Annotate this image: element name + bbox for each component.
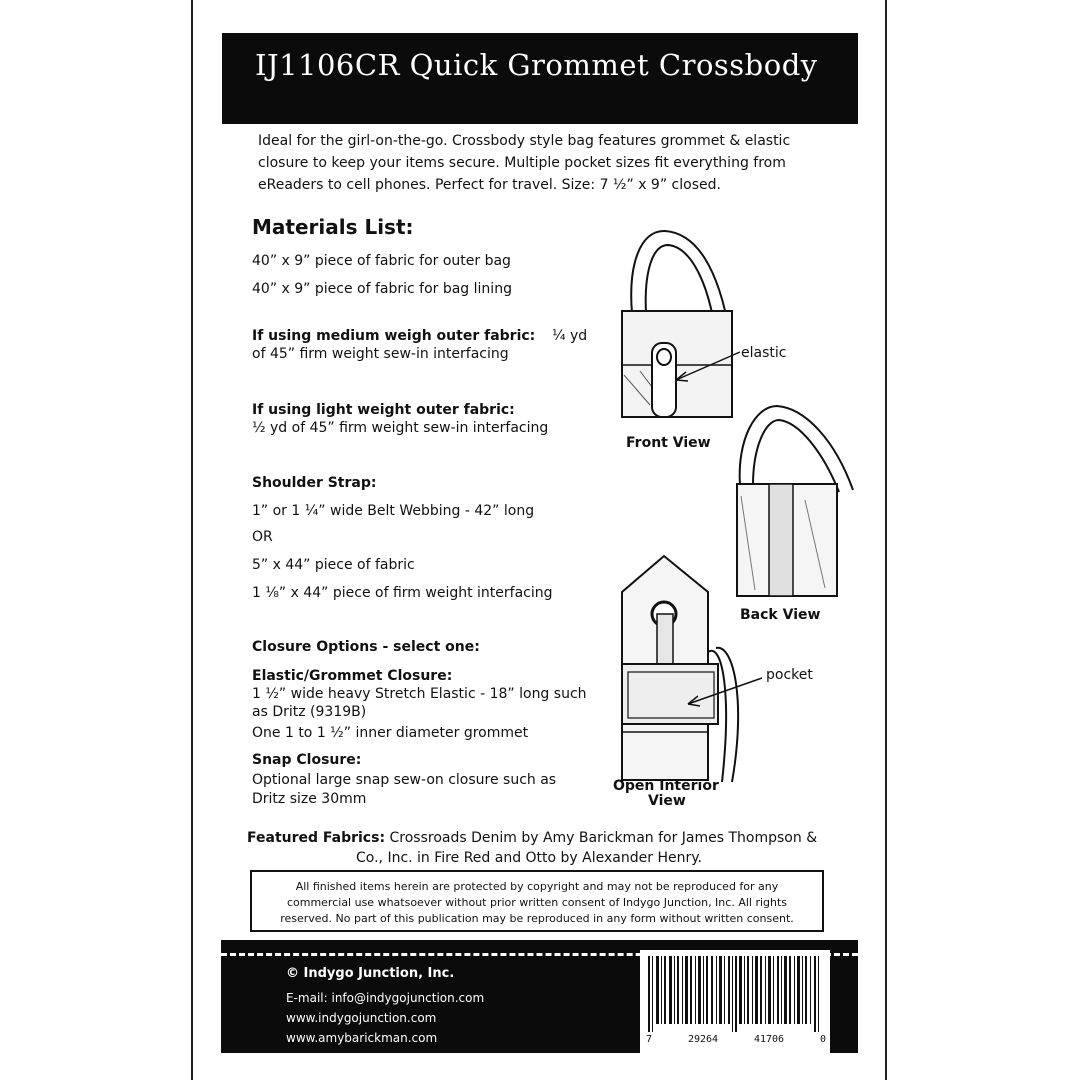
website-link[interactable]: www.indygojunction.com (286, 1011, 437, 1025)
elastic-line: as Dritz (9319B) (252, 704, 367, 720)
strap-fabric: 5” x 44” piece of fabric (252, 557, 415, 573)
medium-fabric-text: of 45” firm weight sew-in interfacing (252, 346, 509, 362)
barcode-digit: 7 (646, 1034, 653, 1045)
light-fabric-text: ½ yd of 45” firm weight sew-in interfacing (252, 420, 549, 436)
medium-fabric-qty: ¼ yd (552, 328, 588, 344)
elastic-line: 1 ½” wide heavy Stretch Elastic - 18” long such (252, 686, 587, 702)
snap-line: Optional large snap sew-on closure such as (252, 772, 557, 788)
barcode-digit: 0 (819, 1034, 826, 1045)
elastic-label: elastic (741, 345, 787, 361)
barcode-digit: 41706 (753, 1034, 785, 1045)
website-link[interactable]: www.amybarickman.com (286, 1031, 438, 1045)
materials-heading: Materials List: (252, 215, 414, 239)
featured-fabrics-label: Featured Fabrics: (247, 830, 386, 846)
featured-fabrics-text: Co., Inc. in Fire Red and Otto by Alexander Henry. (356, 850, 702, 866)
notice-line: All finished items herein are protected by copyright and may not be reproduced for any (295, 880, 779, 893)
elastic-pointer (668, 348, 748, 388)
barcode-bars (646, 956, 824, 1032)
snap-closure-heading: Snap Closure: (252, 752, 362, 768)
featured-fabrics-line (247, 829, 817, 847)
notice-line: commercial use whatsoever without prior written consent of Indygo Junction, Inc. All rights (286, 896, 788, 909)
copyright-notice (250, 870, 824, 932)
medium-fabric-heading: If using medium weigh outer fabric: (252, 328, 536, 344)
contact-email[interactable]: E-mail: info@indygojunction.com (286, 991, 485, 1005)
elastic-closure-heading: Elastic/Grommet Closure: (252, 668, 453, 684)
barcode-digits (646, 1034, 826, 1045)
interior-caption: View (648, 793, 686, 809)
intro-line: eReaders to cell phones. Perfect for travel. Size: 7 ½” x 9” closed. (258, 177, 721, 193)
intro-paragraph (258, 130, 848, 196)
intro-line: Ideal for the girl-on-the-go. Crossbody style bag features grommet & elastic (258, 133, 791, 149)
featured-fabrics-text: Crossroads Denim by Amy Barickman for James Thompson & (389, 830, 818, 846)
light-fabric-heading: If using light weight outer fabric: (252, 402, 515, 418)
pocket-label: pocket (766, 667, 813, 683)
pocket-pointer (678, 672, 768, 712)
open-interior-illustration (612, 552, 762, 784)
closure-heading: Closure Options - select one: (252, 639, 480, 655)
front-view-illustration (610, 225, 740, 425)
intro-line: closure to keep your items secure. Multiple pocket sizes fit everything from (258, 155, 786, 171)
strap-interfacing: 1 ⅛” x 44” piece of firm weight interfacing (252, 585, 553, 601)
material-lining: 40” x 9” piece of fabric for bag lining (252, 281, 512, 297)
elastic-line: One 1 to 1 ½” inner diameter grommet (252, 725, 529, 741)
front-view-caption: Front View (626, 435, 711, 451)
barcode-digit: 29264 (687, 1034, 719, 1045)
strap-or: OR (252, 529, 273, 545)
strap-heading: Shoulder Strap: (252, 475, 377, 491)
notice-line: reserved. No part of this publication may be reproduced in any form without written consent. (280, 912, 794, 925)
back-view-caption: Back View (740, 607, 821, 623)
page-title: IJ1106CR Quick Grommet Crossbody (255, 48, 818, 82)
strap-webbing: 1” or 1 ¼” wide Belt Webbing - 42” long (252, 503, 535, 519)
snap-line: Dritz size 30mm (252, 791, 367, 807)
material-outer: 40” x 9” piece of fabric for outer bag (252, 253, 511, 269)
interior-caption: Open Interior (613, 778, 719, 794)
company-name: © Indygo Junction, Inc. (286, 966, 455, 981)
